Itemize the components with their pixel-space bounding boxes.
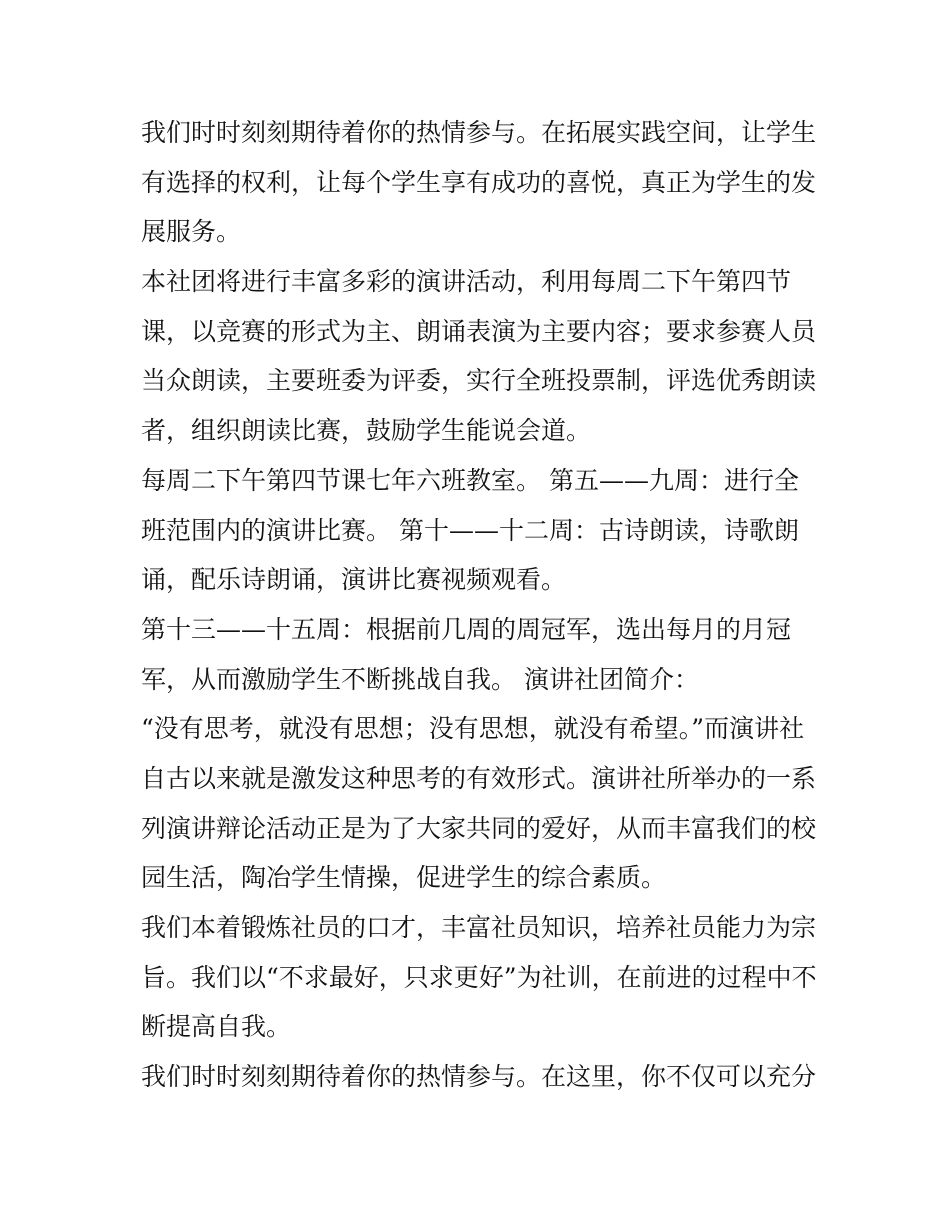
- text-line: 我们本着锻炼社员的口才，丰富社员知识，培养社员能力为宗: [141, 913, 817, 942]
- text-line: 列演讲辩论活动正是为了大家共同的爱好，从而丰富我们的校: [141, 813, 817, 843]
- text-line: 我们时时刻刻期待着你的热情参与。在这里，你不仅可以充分: [141, 1062, 817, 1092]
- text-line: “没有思考，就没有思想；没有思想，就没有希望。”而演讲社: [141, 714, 805, 744]
- text-line: 当众朗读，主要班委为评委，实行全班投票制，评选优秀朗读: [141, 366, 817, 396]
- text-line: 断提高自我。: [141, 1012, 292, 1042]
- text-line: 有选择的权利，让每个学生享有成功的喜悦，真正为学生的发: [141, 167, 817, 197]
- text-line: 旨。我们以“不求最好，只求更好”为社训，在前进的过程中不: [141, 962, 817, 992]
- text-line: 课，以竞赛的形式为主、朗诵表演为主要内容；要求参赛人员: [141, 316, 817, 346]
- text-line: 展服务。: [141, 217, 242, 247]
- text-line: 我们时时刻刻期待着你的热情参与。在拓展实践空间，让学生: [141, 118, 817, 147]
- text-line: 园生活，陶冶学生情操，促进学生的综合素质。: [141, 863, 667, 893]
- text-line: 班范围内的演讲比赛。 第十——十二周：古诗朗读，诗歌朗: [141, 515, 799, 545]
- text-line: 自古以来就是激发这种思考的有效形式。演讲社所举办的一系: [141, 763, 817, 793]
- text-line: 第十三——十五周：根据前几周的周冠军，选出每月的月冠: [141, 614, 792, 644]
- text-line: 诵，配乐诗朗诵，演讲比赛视频观看。: [141, 565, 567, 595]
- text-line: 军，从而激励学生不断挑战自我。 演讲社团简介：: [141, 664, 699, 694]
- text-line: 者，组织朗读比赛，鼓励学生能说会道。: [141, 416, 592, 446]
- text-line: 每周二下午第四节课七年六班教室。 第五——九周：进行全: [141, 465, 799, 495]
- document-body: [141, 108, 817, 1102]
- text-line: 本社团将进行丰富多彩的演讲活动，利用每周二下午第四节: [141, 267, 792, 297]
